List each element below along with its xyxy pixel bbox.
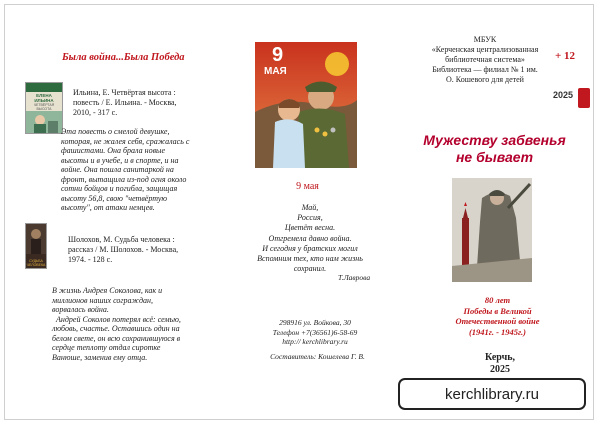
site-url-button[interactable]: kerchlibrary.ru xyxy=(398,378,586,410)
book1-cover-subtitle: ЧЕТВЁРТАЯ ВЫСОТА xyxy=(33,103,55,111)
date-title: 9 мая xyxy=(296,181,319,192)
main-title: Мужеству забвенья не бывает xyxy=(423,132,566,165)
city-year xyxy=(450,352,550,376)
org-block: МБУК «Керченская централизованная библиотечная система» Библиотека — филиал № 1 им. О. Кошевого для детей xyxy=(431,35,539,84)
city: Керчь, xyxy=(484,352,516,363)
book2-annotation: В жизнь Андрея Соколова, как и миллионов наших сограждан, ворвалась война. Андрей Соколов потерял всё: семью, любовь, счастье. Оставшись один на белом свете, он всю сохранившуюся в сердце теплоту отдал сиротке Ванюше, заменив ему отца. xyxy=(52,286,181,362)
book1-annotation: Эта повесть о смелой девушке, которая, не жалея себя, сражалась с фашистами. Она брала новые высоты и в учебе, и в спорте, и на войне. Она пошла санитаркой на фронт, вытащила из-под огня около сотни бойцов и погибла, защищая высоту 56,8, свою "четвёртую высоту", от атаки немцев. xyxy=(61,127,190,212)
logo-flag-icon xyxy=(578,88,590,108)
book1-cover-title: ЕЛЕНА ИЛЬИНА xyxy=(34,93,54,103)
book2-cover xyxy=(25,223,47,269)
compiler: Составитель: Кошелева Г. В. xyxy=(270,352,365,361)
book2-citation: Шолохов, М. Судьба человека : рассказ / М. Шолохов. - Москва, 1974. - 128 с. xyxy=(68,235,179,264)
phone: Телефон +7(36561)6-58-69 xyxy=(272,327,358,337)
poster-illustration xyxy=(255,42,357,168)
book2-cover-title: СУДЬБА ЧЕЛОВЕКА xyxy=(26,259,46,267)
poster-number: 9 xyxy=(272,44,284,66)
left-heading: Была война...Была Победа xyxy=(62,52,185,63)
poem: Май, Россия, Цветёт весна. Отгремела давно война. И сегодня у братских могил Вспомним тех, кто нам жизнь сохранил. xyxy=(257,203,363,274)
book1-cover-illustration xyxy=(26,111,62,134)
anniversary-text: 80 лет Победы в Великой Отечественной войне (1941г. - 1945г.) xyxy=(455,295,540,337)
book2-cover-illustration xyxy=(26,224,46,254)
soldier-illustration xyxy=(452,178,532,282)
site-link[interactable]: http:// kerchlibrary.ru xyxy=(282,337,348,346)
soldier-poster xyxy=(452,178,532,282)
anniversary-logo xyxy=(553,90,593,112)
poster-word: МАЯ xyxy=(264,66,287,77)
poem-author: Т.Лаврова xyxy=(338,273,371,282)
year: 2025 xyxy=(490,364,510,375)
logo-year: 2025 xyxy=(553,90,574,100)
book1-cover xyxy=(25,82,63,134)
victory-day-poster xyxy=(255,42,357,168)
contact-block xyxy=(255,318,375,347)
age-rating: + 12 xyxy=(555,50,576,62)
address: 298916 ул. Войкова, 30 xyxy=(279,318,351,327)
book1-citation: Ильина, Е. Четвёртая высота : повесть / Е. Ильина. - Москва, 2010, - 317 с. xyxy=(73,88,177,117)
